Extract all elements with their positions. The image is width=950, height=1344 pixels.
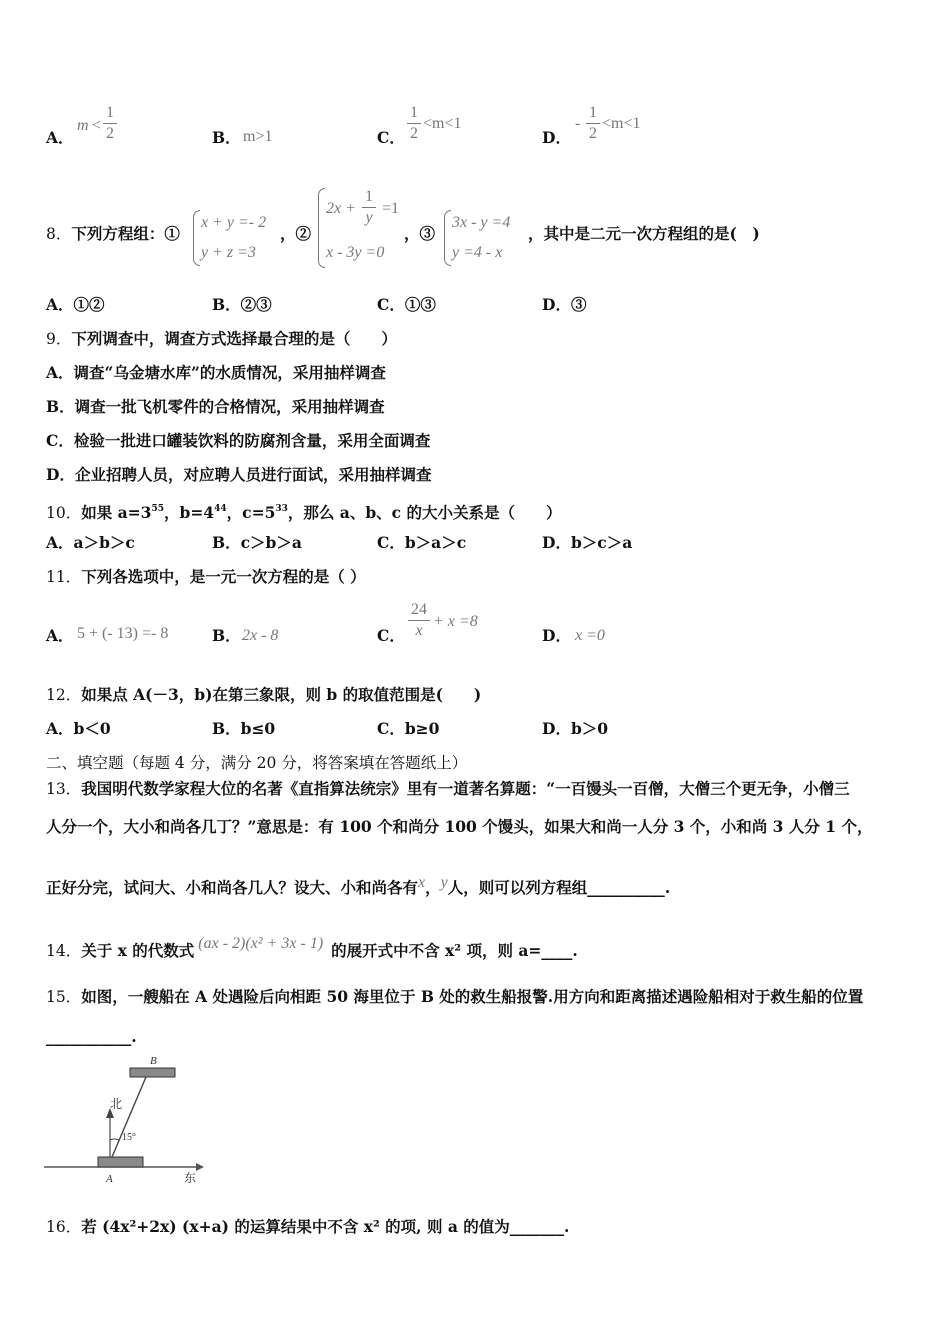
question-text: 下列各选项中，是一元一次方程的是（ ） (81, 567, 366, 586)
question-text: 若 (4x²+2x) (x+a) 的运算结果中不含 x² 的项, 则 a 的值为_______. (81, 1217, 570, 1236)
numerator: 1 (106, 104, 114, 121)
q14-expression: (ax - 2)(x² + 3x - 1) (198, 935, 324, 952)
system3-eq1: 3x - y =4 (452, 214, 511, 231)
numerator: 1 (365, 188, 373, 205)
q13-text-4: 人，则可以列方程组 (447, 878, 588, 897)
q8-option-c: C．①③ (377, 295, 436, 314)
q13-text-3: 正好分完，试问大、小和尚各几人？设大、小和尚各有 (46, 878, 419, 897)
q14-question (46, 935, 578, 962)
q10-option-a: A．a＞b＞c (46, 533, 135, 552)
exponent: 44 (214, 504, 227, 514)
answer-blank[interactable]: __________ (587, 878, 665, 897)
q8-option-b: B．②③ (212, 295, 272, 314)
question-number: 12． (46, 686, 82, 704)
q10-text-1: 如果 a=3 (81, 503, 152, 522)
variable-x: x (418, 874, 426, 891)
q9-option-a: A．调查“乌金塘水库”的水质情况，采用抽样调查 (46, 363, 386, 382)
exponent: 33 (275, 504, 288, 514)
q12-option-d: D．b＞0 (542, 719, 609, 738)
q14-text-2: 的展开式中不含 x² 项，则 a=____. (331, 941, 578, 960)
q16-question (46, 1217, 569, 1237)
q10-option-b: B．c＞b＞a (212, 533, 302, 552)
question-number: 8． (46, 225, 72, 243)
option-label: B． (212, 128, 241, 147)
denominator: 2 (589, 125, 597, 142)
ship-b-block (130, 1068, 175, 1077)
q15-figure (44, 1050, 204, 1190)
q11-option-d: D． (542, 626, 571, 645)
q12-option-a: A．b＜0 (46, 719, 111, 738)
denominator: y (365, 209, 373, 226)
question-number: 16． (46, 1218, 82, 1236)
system2-eq2: x - 3y =0 (326, 244, 385, 261)
q7-d-rest: <m<1 (602, 115, 641, 132)
q7-c-fraction (407, 104, 421, 143)
q11-option-b: B． (212, 626, 241, 645)
q8-sep2: ，③ (404, 224, 436, 243)
q8-sep1: ，② (280, 224, 312, 243)
option-label: C． (377, 128, 405, 147)
system2-eq1-pre: 2x + (326, 200, 356, 217)
question-number: 10． (46, 504, 82, 522)
q14-text-1: 关于 x 的代数式 (81, 941, 195, 960)
ship-a-block (98, 1157, 143, 1167)
north-label: 北 (110, 1097, 123, 1111)
system3-eq2: y =4 - x (452, 244, 503, 261)
q10-text-4: ，那么 a、b、c 的大小关系是（ ） (287, 503, 562, 522)
system1-eq2: y + z =3 (201, 244, 256, 261)
question-number: 15． (46, 988, 82, 1006)
angle-label: 15° (122, 1132, 136, 1143)
q7-a-variable: m (77, 117, 89, 134)
q11-a-expression: 5 + (- 13) =- 8 (77, 625, 169, 642)
q11-option-c: C． (377, 626, 405, 645)
question-text: 下列调查中，调查方式选择最合理的是（ ） (71, 329, 397, 348)
q7-d-minus: - (575, 115, 581, 132)
q9-option-b: B．调查一批飞机零件的合格情况，采用抽样调查 (46, 397, 385, 416)
q7-option-a (46, 128, 74, 148)
q15-text: 如图，一艘船在 A 处遇险后向相距 50 海里位于 B 处的救生船报警.用方向和距离描述遇险船相对于救生船的位置 (81, 987, 864, 1006)
denominator: 2 (106, 125, 114, 142)
system1-brace (193, 210, 200, 266)
q9-question (46, 329, 397, 349)
denominator: 2 (410, 125, 418, 142)
numerator: 1 (410, 104, 418, 121)
q11-c-fraction (408, 601, 430, 640)
q13-line1 (46, 779, 850, 799)
option-label: A． (46, 128, 74, 147)
question-text: 下列方程组：① (71, 224, 180, 243)
system3-brace (444, 210, 451, 266)
q12-option-b: B．b≤0 (212, 719, 276, 738)
q10-option-c: C．b＞a＞c (377, 533, 467, 552)
question-number: 13． (46, 780, 82, 798)
q10-text-3: ，c=5 (226, 503, 276, 522)
q11-d-expression: x =0 (575, 627, 605, 644)
q8-option-a: A．①② (46, 295, 105, 314)
numerator: 1 (589, 104, 597, 121)
q7-option-d (542, 128, 571, 148)
option-label: D． (542, 128, 571, 147)
q11-b-expression: 2x - 8 (242, 627, 279, 644)
q13-text-1: 我国明代数学家程大位的名著《直指算法统宗》里有一道著名算题：“一百馒头一百僧，大僧三个更无争，小僧三 (81, 779, 850, 798)
angle-arc (110, 1139, 119, 1140)
q13-line3 (46, 874, 671, 899)
exponent: 55 (151, 504, 164, 514)
q11-c-rest: + x =8 (433, 613, 478, 630)
q7-b-expression: m>1 (243, 128, 273, 145)
question-number: 14． (46, 942, 82, 960)
point-b-label: B (150, 1055, 157, 1067)
q7-c-rest: <m<1 (423, 115, 462, 132)
question-number: 9． (46, 330, 72, 348)
q11-option-a: A． (46, 626, 74, 645)
q11-question (46, 567, 366, 587)
q7-option-c (377, 128, 405, 148)
q7-d-fraction (586, 104, 600, 143)
q9-option-d: D．企业招聘人员，对应聘人员进行面试，采用抽样调查 (46, 465, 432, 484)
numerator: 24 (411, 601, 427, 618)
q12-question (46, 685, 481, 705)
east-label: 东 (184, 1171, 197, 1185)
q12-option-c: C．b≥0 (377, 719, 440, 738)
question-number: 11． (46, 568, 82, 586)
denominator: x (415, 622, 423, 639)
system2-eq1-post: =1 (382, 200, 400, 217)
q13-line2: 人分一个，大小和尚各几丁？”意思是：有 100 个和尚分 100 个馒头，如果大和尚一人分 3 个，小和尚 3 人分 1 个， (46, 817, 873, 836)
system2-brace (318, 188, 325, 268)
point-a-label: A (106, 1173, 113, 1185)
q7-a-lt: < (92, 117, 102, 134)
q9-option-c: C．检验一批进口罐装饮料的防腐剂含量，采用全面调查 (46, 431, 431, 450)
q15-line1 (46, 987, 863, 1007)
variable-y: y (440, 874, 448, 891)
q7-a-fraction (103, 104, 117, 143)
system1-eq1: x + y =- 2 (201, 214, 267, 231)
east-arrow-icon (196, 1163, 204, 1171)
section-heading: 二、填空题（每题 4 分，满分 20 分，将答案填在答题纸上） (46, 754, 468, 772)
question-text: 如果点 A(－3，b)在第三象限，则 b 的取值范围是( ) (81, 685, 482, 704)
path-a-to-b (112, 1077, 146, 1157)
q13-end: . (664, 878, 671, 897)
q10-option-d: D．b＞c＞a (542, 533, 633, 552)
q8-option-d: D．③ (542, 295, 587, 314)
q13-comma: ， (425, 878, 441, 897)
system2-fraction (362, 188, 376, 227)
q7-option-b (212, 128, 241, 148)
q10-question (46, 499, 562, 523)
q8-question (46, 224, 180, 244)
q15-line2: ___________. (46, 1027, 137, 1046)
q8-tail: ，其中是二元一次方程组的是( ) (528, 224, 760, 243)
q10-text-2: ，b=4 (163, 503, 215, 522)
